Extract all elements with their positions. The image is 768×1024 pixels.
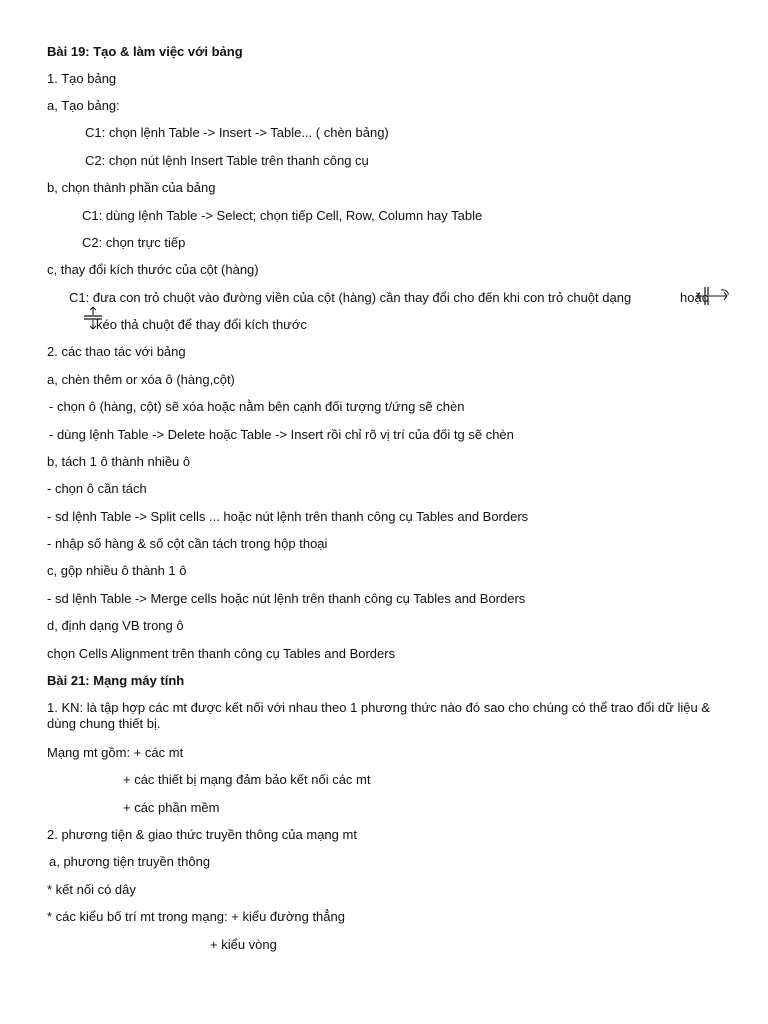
section-2b-heading: b, tách 1 ô thành nhiều ô — [47, 454, 191, 469]
lesson-19-title: Bài 19: Tạo & làm việc với bảng — [47, 44, 243, 59]
section-1b-c2: C2: chọn trực tiếp — [82, 235, 186, 250]
section-1-heading: 1. Tạo bảng — [47, 71, 117, 86]
section-2b-step-3: - nhập số hàng & số cột cần tách trong hộp thoại — [47, 536, 328, 551]
network-components: Mạng mt gồm: + các mt — [47, 745, 184, 760]
section-2d-heading: d, định dạng VB trong ô — [47, 618, 184, 633]
network-components-software: + các phần mềm — [123, 800, 220, 815]
section-1c-c1-tail: hoặc — [680, 290, 709, 305]
section-1a-heading: a, Tạo bảng: — [47, 98, 120, 113]
section-1a-c2: C2: chọn nút lệnh Insert Table trên thanh công cụ — [85, 153, 369, 168]
lesson-21-title: Bài 21: Mạng máy tính — [47, 673, 185, 688]
network-topologies: * các kiểu bố trí mt trong mạng: + kiểu đường thẳng — [47, 909, 345, 924]
lesson-21-section-2a-heading: a, phương tiện truyền thông — [49, 854, 211, 869]
section-1b-c1: C1: dùng lệnh Table -> Select; chọn tiếp Cell, Row, Column hay Table — [82, 208, 483, 223]
network-components-devices: + các thiết bị mạng đảm bảo kết nối các mt — [123, 772, 371, 787]
wired-connection: * kết nối có dây — [47, 882, 136, 897]
section-2a-step-1: - chọn ô (hàng, cột) sẽ xóa hoặc nằm bên cạnh đối tượng t/ứng sẽ chèn — [49, 399, 465, 414]
lesson-21-section-2-heading: 2. phương tiện & giao thức truyền thông của mạng mt — [47, 827, 357, 842]
section-2c-heading: c, gộp nhiều ô thành 1 ô — [47, 563, 187, 578]
section-2b-step-2: - sd lệnh Table -> Split cells ... hoặc nút lệnh trên thanh công cụ Tables and Borders — [47, 509, 529, 524]
section-2-heading: 2. các thao tác với bảng — [47, 344, 186, 359]
section-1a-c1: C1: chọn lệnh Table -> Insert -> Table... ( chèn bảng) — [85, 125, 389, 140]
section-2b-step-1: - chọn ô cần tách — [47, 481, 147, 496]
ring-topology: + kiểu vòng — [210, 937, 277, 952]
network-definition: 1. KN: là tập hợp các mt được kết nối với nhau theo 1 phương thức nào đó sao cho chúng có thể trao đổi dữ liệu & dùng chung thiết bị. — [47, 700, 710, 731]
section-2d-step-1: chọn Cells Alignment trên thanh công cụ Tables and Borders — [47, 646, 396, 661]
section-2a-step-2: - dùng lệnh Table -> Delete hoặc Table -> Insert rồi chỉ rõ vị trí của đối tg sẽ chèn — [49, 427, 514, 442]
section-1b-heading: b, chọn thành phần của bảng — [47, 180, 216, 195]
section-1c-c1-continued: kéo thả chuột để thay đổi kích thước — [96, 317, 307, 332]
section-1c-c1: C1: đưa con trỏ chuột vào đường viền của cột (hàng) cần thay đổi cho đến khi con trỏ chuột dạng — [69, 290, 632, 305]
section-2a-heading: a, chèn thêm or xóa ô (hàng,cột) — [47, 372, 235, 387]
section-2c-step-1: - sd lệnh Table -> Merge cells hoặc nút lệnh trên thanh công cụ Tables and Borders — [47, 591, 526, 606]
column-resize-cursor-icon — [695, 284, 731, 311]
section-1c-heading: c, thay đổi kích thước của cột (hàng) — [47, 262, 259, 277]
